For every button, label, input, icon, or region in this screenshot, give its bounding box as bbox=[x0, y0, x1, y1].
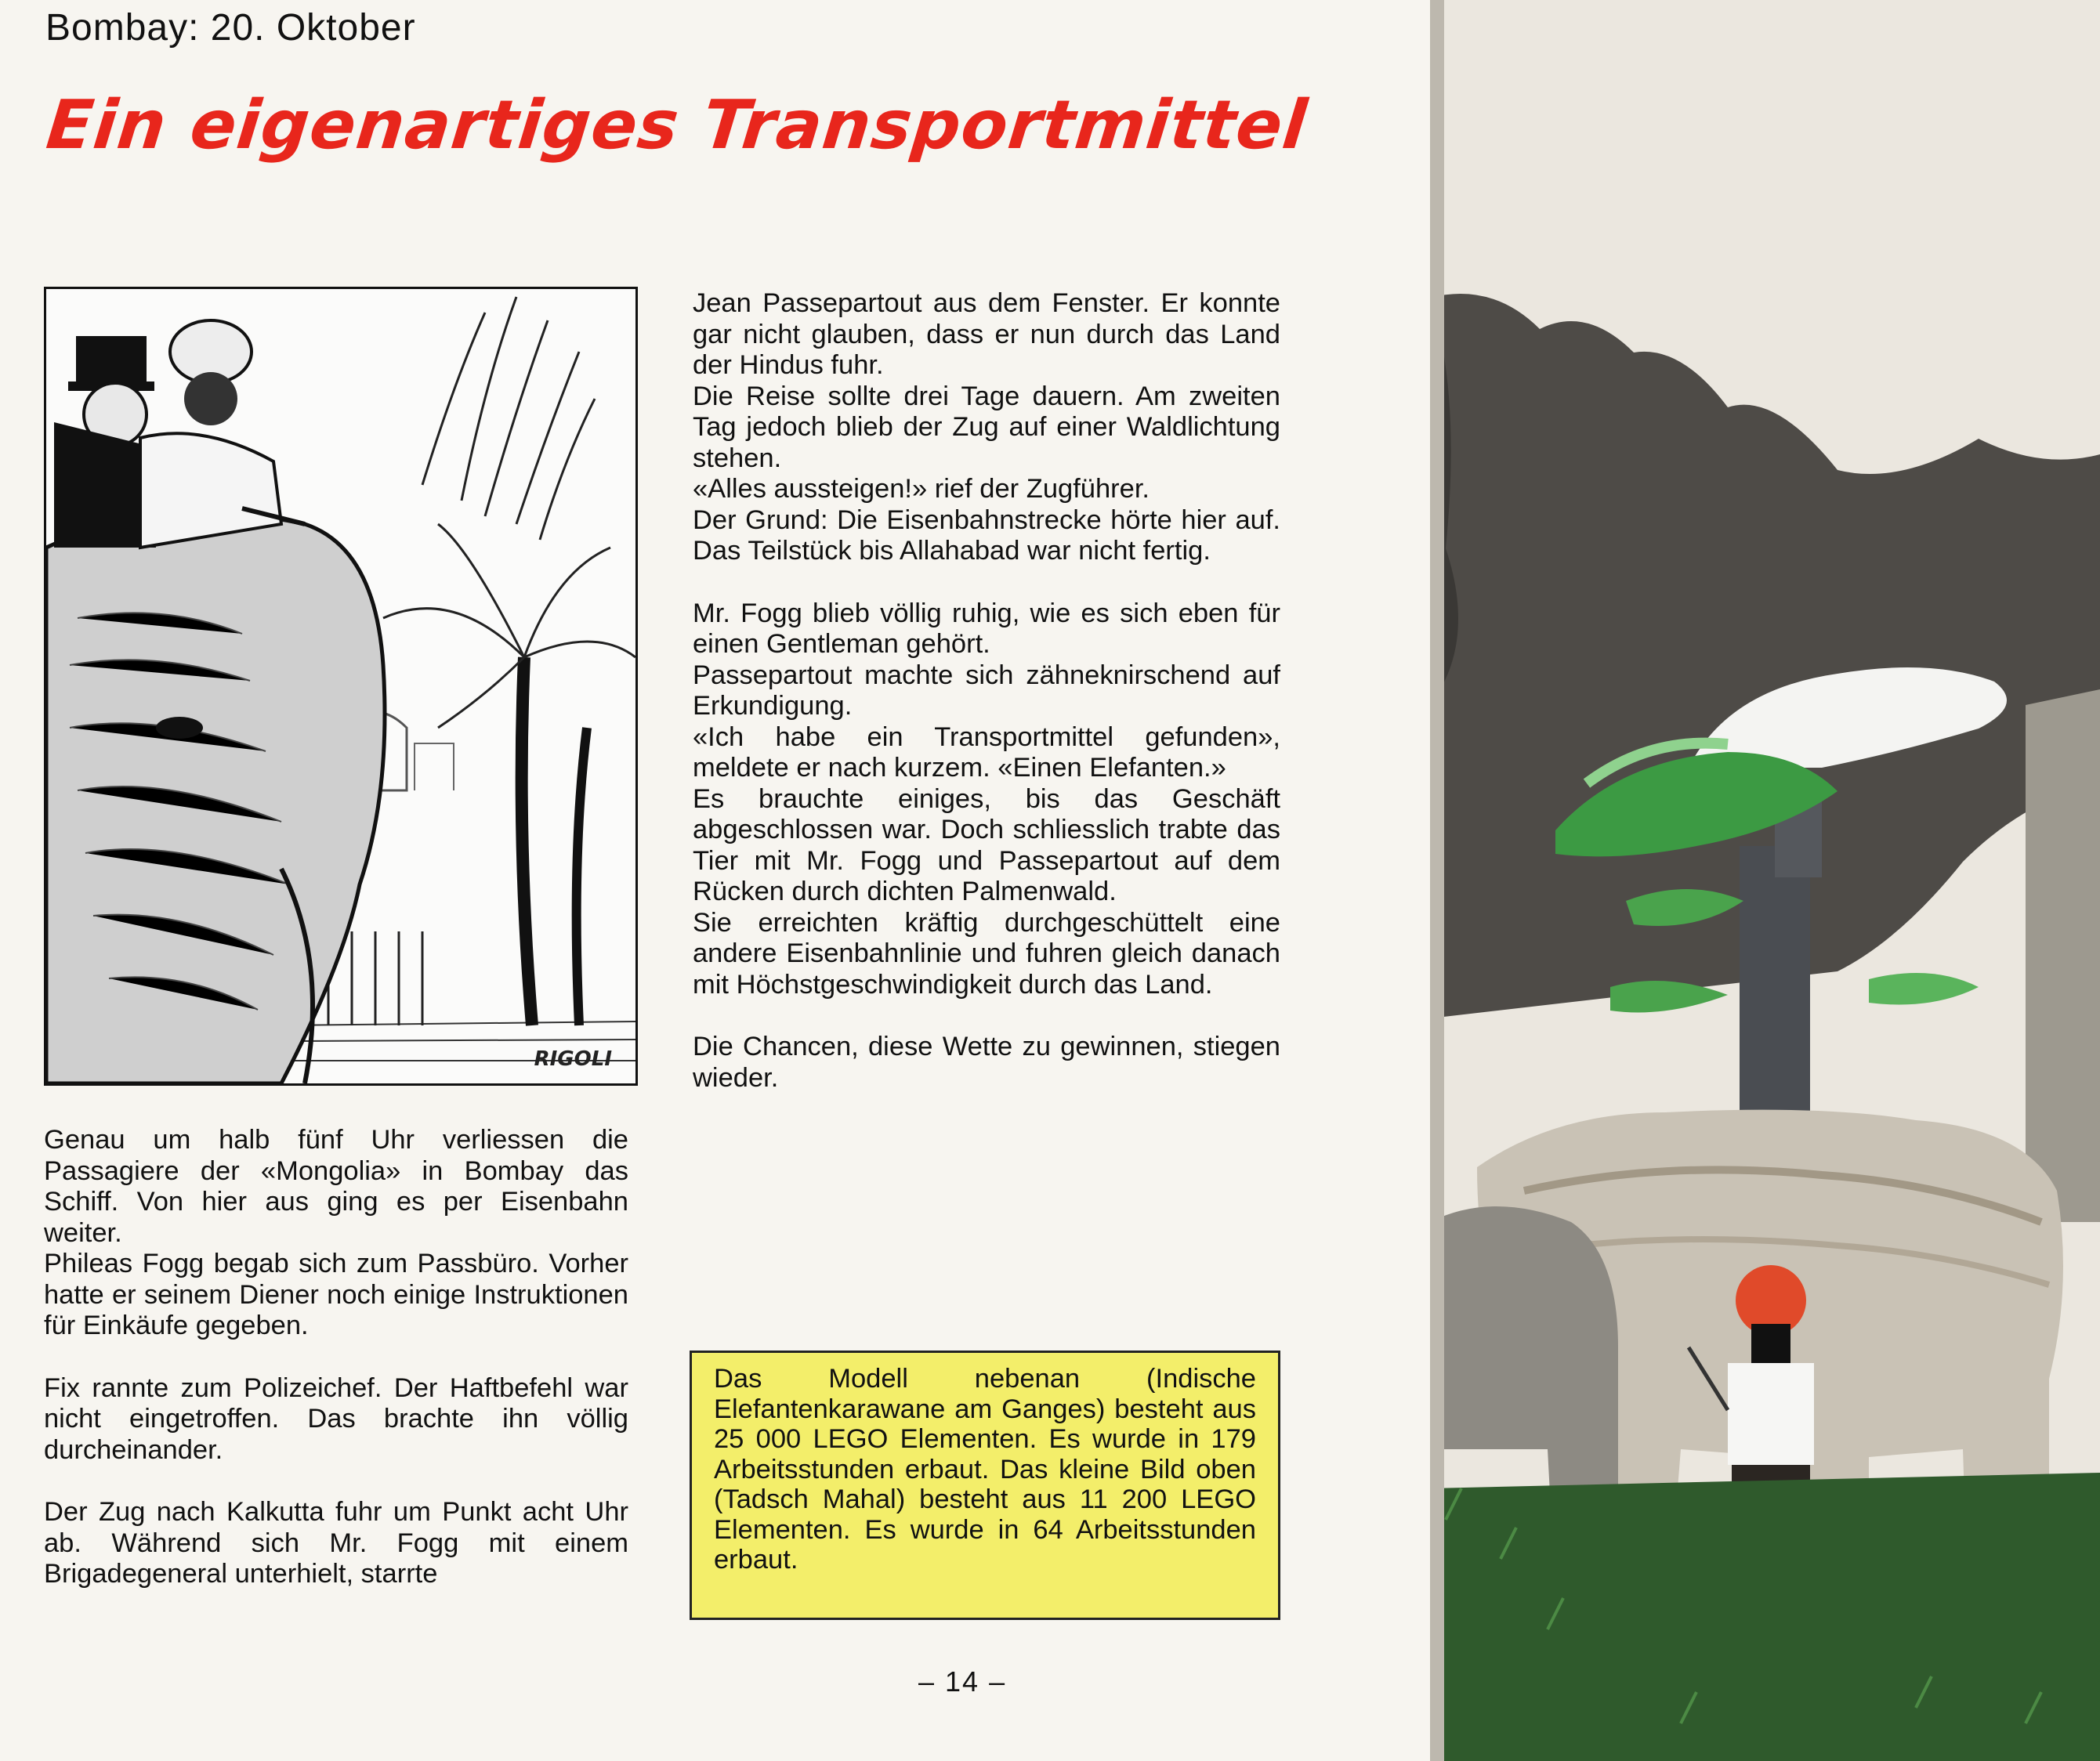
paragraph: Genau um halb fünf Uhr verliessen die Passagiere der «Mongolia» in Bombay das Schiff. Von hier aus ging es per Eisenbahn weiter. bbox=[44, 1125, 628, 1248]
chapter-headline: Ein eigenartiges Transportmittel bbox=[42, 86, 1311, 165]
paragraph: Fix rannte zum Polizeichef. Der Haftbefehl war nicht eingetroffen. Das brachte ihn völlig durcheinander. bbox=[44, 1372, 628, 1465]
elephant-illustration bbox=[44, 287, 638, 1086]
paragraph: Jean Passepartout aus dem Fenster. Er konnte gar nicht glauben, dass er nun durch das Land der Hindus fuhr. bbox=[693, 288, 1280, 380]
paragraph: «Ich habe ein Transportmittel gefunden», meldete er nach kurzem. «Einen Elefanten.» bbox=[693, 721, 1280, 783]
paragraph: Die Chancen, diese Wette zu gewinnen, stiegen wieder. bbox=[693, 1032, 1280, 1093]
paragraph: Phileas Fogg begab sich zum Passbüro. Vorher hatte er seinem Diener noch einige Instruktionen für Einkäufe gegeben. bbox=[44, 1249, 628, 1340]
paragraph: Sie erreichten kräftig durchgeschüttelt eine andere Eisenbahnlinie und fuhren gleich danach mit Höchstgeschwindigkeit durch das Land. bbox=[693, 907, 1280, 1000]
left-text-column bbox=[44, 1125, 628, 1590]
paragraph: Passepartout machte sich zähneknirschend auf Erkundigung. bbox=[693, 660, 1280, 721]
date-location-header: Bombay: 20. Oktober bbox=[45, 7, 416, 49]
photo-scene bbox=[1430, 0, 2100, 1761]
lego-model-info-box: Das Modell nebenan (Indische Elefantenkarawane am Ganges) besteht aus 25 000 LEGO Elementen. Es wurde in 179 Arbeitsstunden erbaut. Das kleine Bild oben (Tadsch Mahal) besteht aus 11 200 LEGO Elementen. Es wurde in 64 Arbeitsstunden erbaut. bbox=[690, 1351, 1280, 1620]
paragraph: Mr. Fogg blieb völlig ruhig, wie es sich eben für einen Gentleman gehört. bbox=[693, 598, 1280, 659]
page-number: – 14 – bbox=[918, 1665, 1007, 1698]
paragraph: Die Reise sollte drei Tage dauern. Am zweiten Tag jedoch blieb der Zug auf einer Waldlichtung stehen. bbox=[693, 381, 1280, 473]
ink-drawing bbox=[46, 289, 635, 1083]
right-text-column bbox=[693, 288, 1280, 1094]
paragraph: Der Zug nach Kalkutta fuhr um Punkt acht Uhr ab. Während sich Mr. Fogg mit einem Brigadegeneral unterhielt, starrte bbox=[44, 1497, 628, 1589]
lego-elephant-photo bbox=[1430, 0, 2100, 1761]
illustrator-signature: RIGOLI bbox=[534, 1047, 612, 1071]
paragraph: «Alles aussteigen!» rief der Zugführer. bbox=[693, 474, 1150, 504]
paragraph: Der Grund: Die Eisenbahnstrecke hörte hier auf. Das Teilstück bis Allahabad war nicht fertig. bbox=[693, 504, 1280, 566]
paragraph: Es brauchte einiges, bis das Geschäft abgeschlossen war. Doch schliesslich trabte das Tier mit Mr. Fogg und Passepartout auf dem Rücken durch dichten Palmenwald. bbox=[693, 783, 1280, 906]
